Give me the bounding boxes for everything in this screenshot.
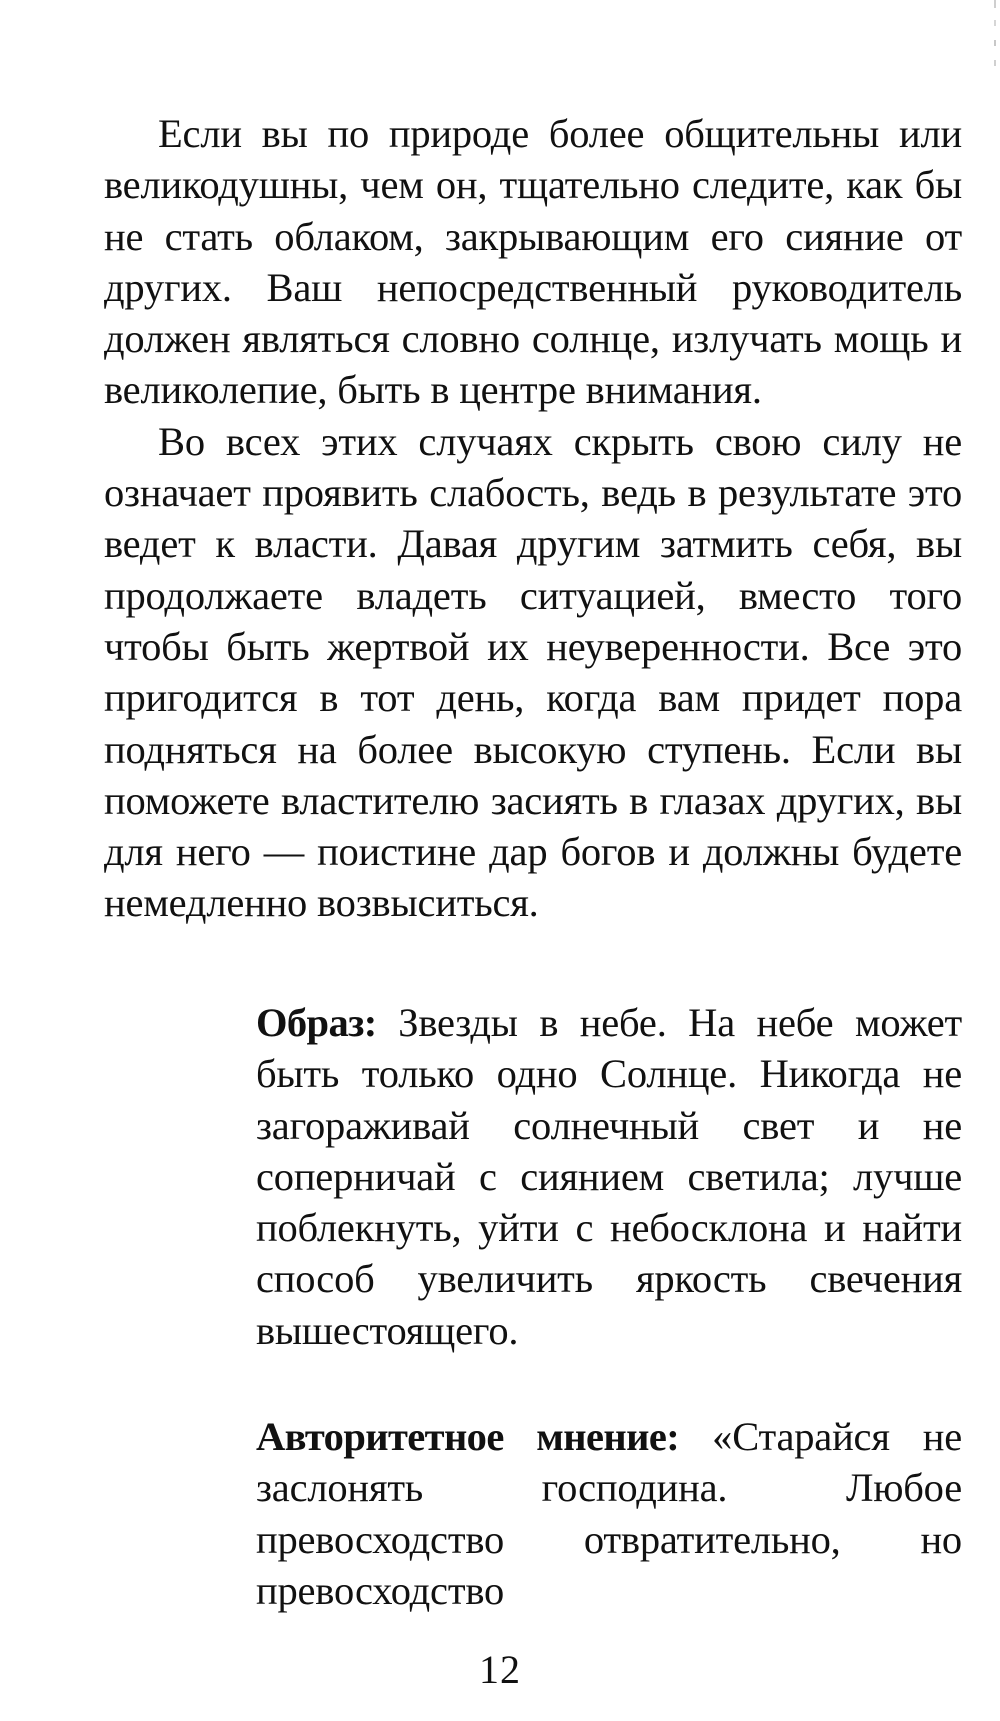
paragraph-2: Во всех этих случаях скрыть свою силу не означает проявить слабость, ведь в результате это ведет к власти. Давая другим затмить себя, вы продолжаете владеть ситуацией, вместо того чтобы быть жертвой их неуверенности. Все это пригодится в тот день, когда вам придет пора подняться на более высокую ступень. Если вы поможете властителю засиять в глазах других, вы для него — поистине дар богов и должны будете немедленно возвыситься. (104, 418, 962, 926)
authority-note (256, 1411, 962, 1616)
image-note (256, 997, 962, 1356)
image-note-label: Образ: (256, 1000, 377, 1045)
main-text (104, 108, 962, 929)
page-edge-mark (994, 0, 996, 120)
image-note-paragraph (256, 997, 962, 1356)
image-note-text: Звезды в небе. На небе может быть только одно Солнце. Никогда не загораживай солнечный свет и не соперничай с сиянием светила; лучше поблекнуть, уйти с небосклона и найти способ увеличить яркость свечения вышестоящего. (256, 1000, 962, 1353)
page-number: 12 (479, 1647, 521, 1692)
authority-note-paragraph (256, 1411, 962, 1616)
paragraph-1: Если вы по природе более общительны или великодушны, чем он, тщательно следите, как бы не стать облаком, закрывающим его сияние от других. Ваш непосредственный руководитель должен являться словно солнце, излучать мощь и великолепие, быть в центре внимания. (104, 111, 962, 413)
authority-note-label: Авторитетное мнение: (256, 1414, 680, 1459)
authority-note-text: «Старайся не заслонять господина. Любое превосходство отвратительно, но превосходство (256, 1414, 962, 1613)
